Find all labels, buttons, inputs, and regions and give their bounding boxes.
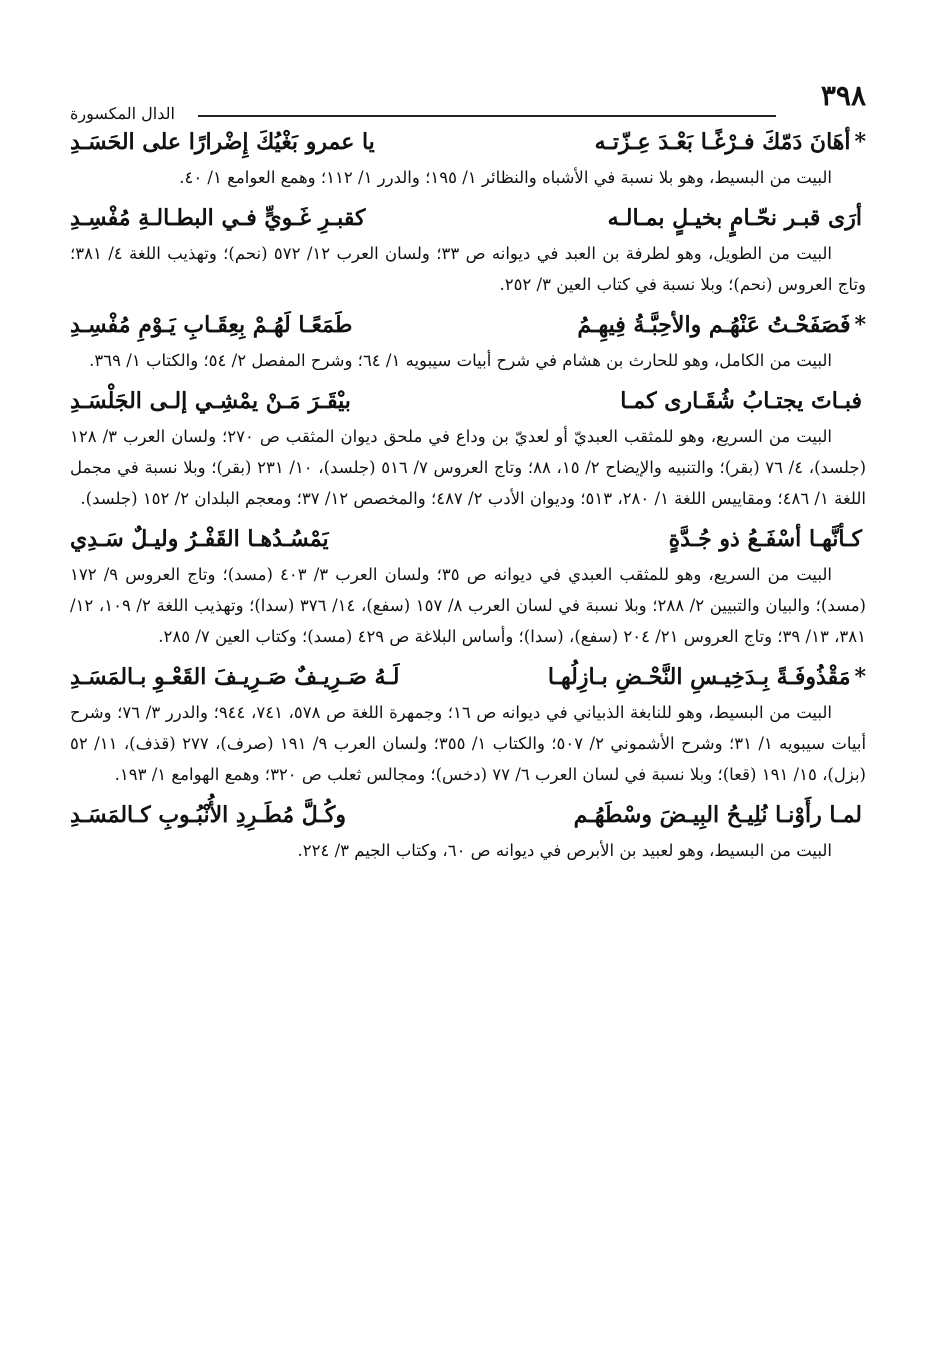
verse-note: البيت من السريع، وهو للمثقب العبدي في ديوانه ص ٣٥؛ ولسان العرب ٣/ ٤٠٣ (مسد)؛ وتاج العروس ٩/ ١٧٢ (مسد)؛ والبيان والتبيين ٢/ ٢٨٨؛ وبلا نسبة في لسان العرب ٨/ ١٥٧ (سفع)، ١٤/ ٣٧٦ (سدا)؛ وتهذيب اللغة ٢/ ١٠٩، ١٢/ ٣٨١، ١٣/ ٣٩؛ وتاج العروس ٢١/ ٢٠٤ (سفع)، (سدا)؛ وأساس البلاغة ص ٤٢٩ (مسد)؛ وكتاب العين ٧/ ٢٨٥. <box>70 565 866 646</box>
first-hemistich-text: أرَى قبـر نحّـامٍ بخيـلٍ بمـالـه <box>607 205 862 231</box>
first-hemistich-text: كـأنَّهـا أسْفَـعُ ذو جُـدَّةٍ <box>668 526 862 552</box>
verse-line <box>70 379 866 421</box>
star-marker: * <box>854 129 866 155</box>
first-hemistich-text: أهَانَ دَمّكَ فـرْغًـا بَعْـدَ عِـزّتـه <box>594 129 851 155</box>
verse-line <box>70 120 866 162</box>
first-hemistich-text: فبـاتَ يجتـابُ شُقَـارى كمـا <box>620 388 862 414</box>
first-hemistich <box>595 122 866 162</box>
entry-3 <box>70 303 866 376</box>
verse-note: البيت من الطويل، وهو لطرفة بن العبد في ديوانه ص ٣٣؛ ولسان العرب ١٢/ ٥٧٢ (نحم)؛ وتهذيب اللغة ٤/ ٣٨١؛ وتاج العروس (نحم)؛ وبلا نسبة في كتاب العين ٣/ ٢٥٢. <box>70 244 866 294</box>
entry-2 <box>70 196 866 300</box>
header-rule <box>198 115 776 117</box>
second-hemistich: طَمَعًـا لَهُـمْ بِعِقَـابِ يَـوْمِ مُفْسِـدِ <box>70 312 353 338</box>
first-hemistich <box>669 519 866 559</box>
running-title: الدال المكسورة <box>70 104 175 123</box>
first-hemistich <box>577 305 866 345</box>
verse-note: البيت من البسيط، وهو للنابغة الذبياني في ديوانه ص ١٦؛ وجمهرة اللغة ص ٥٧٨، ٧٤١، ٩٤٤؛ والدرر ٣/ ٧٦؛ وشرح أبيات سيبويه ١/ ٣١؛ وشرح الأشموني ٢/ ٥٠٧؛ والكتاب ١/ ٣٥٥؛ ولسان العرب ٩/ ١٩١ (صرف)، ٢٧٧ (قذف)، ١١/ ٥٢ (بزل)، ١٥/ ١٩١ (قعا)؛ وبلا نسبة في لسان العرب ٦/ ٧٧ (دخس)؛ ومجالس ثعلب ص ٣٢٠؛ وهمع الهوامع ١/ ١٩٣. <box>70 703 867 784</box>
second-hemistich: بيْقَـرَ مَـنْ يمْشِـي إلـى الجَلْسَـدِ <box>70 388 351 414</box>
verse-line <box>70 793 866 835</box>
second-hemistich: يا عمرو بَغْيُكَ إِضْرارًا على الحَسَـدِ <box>70 129 375 155</box>
verse-note: البيت من الكامل، وهو للحارث بن هشام في شرح أبيات سيبويه ١/ ٦٤؛ وشرح المفصل ٢/ ٥٤؛ والكتاب ١/ ٣٦٩. <box>89 351 832 370</box>
star-marker: * <box>854 312 866 338</box>
entry-1 <box>70 120 866 193</box>
verse-line <box>70 303 866 345</box>
page-header <box>70 79 866 123</box>
second-hemistich: يَمْسُـدُهـا القَفْـرُ وليـلٌ سَـدِي <box>70 526 329 552</box>
second-hemistich: لَـهُ صَـرِيـفٌ صَـرِيـفَ القَعْـوِ بـالمَسَـدِ <box>70 664 400 690</box>
second-hemistich: كقبـرِ غَـويٍّ فـي البطـالـةِ مُفْسِـدِ <box>70 205 366 231</box>
first-hemistich <box>620 381 866 421</box>
first-hemistich-text: فَصَفَحْـتُ عَنْهُـم والأحِبَّـةُ فِيهِـمُ <box>577 312 851 338</box>
verse-line <box>70 655 866 697</box>
verse-note: البيت من البسيط، وهو لعبيد بن الأبرص في ديوانه ص ٦٠، وكتاب الجيم ٣/ ٢٢٤. <box>297 841 832 860</box>
entry-5 <box>70 517 866 652</box>
first-hemistich <box>608 198 866 238</box>
first-hemistich-text: مَقْذُوفَـةً بِـدَخِيـسِ النَّحْـضِ بـازِلُهـا <box>547 664 851 690</box>
verse-note: البيت من البسيط، وهو بلا نسبة في الأشباه والنظائر ١/ ١٩٥؛ والدرر ١/ ١١٢؛ وهمع العوامع ١/ ٤٠. <box>179 168 832 187</box>
entry-4 <box>70 379 866 514</box>
second-hemistich: وكُـلَّ مُطَـرِدِ الأُنْبُـوبِ كـالمَسَـدِ <box>70 802 346 828</box>
star-marker: * <box>854 664 866 690</box>
verse-note: البيت من السريع، وهو للمثقب العبديّ أو لعديّ بن وداع في ملحق ديوان المثقب ص ٢٧٠؛ ولسان العرب ٣/ ١٢٨ (جلسد)، ٤/ ٧٦ (بقر)؛ والتنبيه والإيضاح ٢/ ١٥، ٨٨؛ وتاج العروس ٧/ ٥١٦ (جلسد)، ١٠/ ٢٣١ (بقر)؛ وبلا نسبة في مجمل اللغة ١/ ٤٨٦؛ ومقاييس اللغة ١/ ٢٨٠، ٥١٣؛ وديوان الأدب ٢/ ٤٨٧؛ والمخصص ١٢/ ٣٧؛ ومعجم البلدان ٢/ ١٥٢ (جلسد). <box>70 427 867 508</box>
first-hemistich <box>548 657 866 697</box>
entry-7 <box>70 793 866 866</box>
book-page <box>70 80 866 869</box>
verse-line <box>70 517 866 559</box>
entry-6 <box>70 655 866 790</box>
first-hemistich-text: لمـا رأَوْنـا نُلِيـحُ البِيـضَ وسْطَهُـم <box>573 802 862 828</box>
first-hemistich <box>574 795 866 835</box>
page-number: ٣٩٨ <box>820 79 866 112</box>
verse-line <box>70 196 866 238</box>
